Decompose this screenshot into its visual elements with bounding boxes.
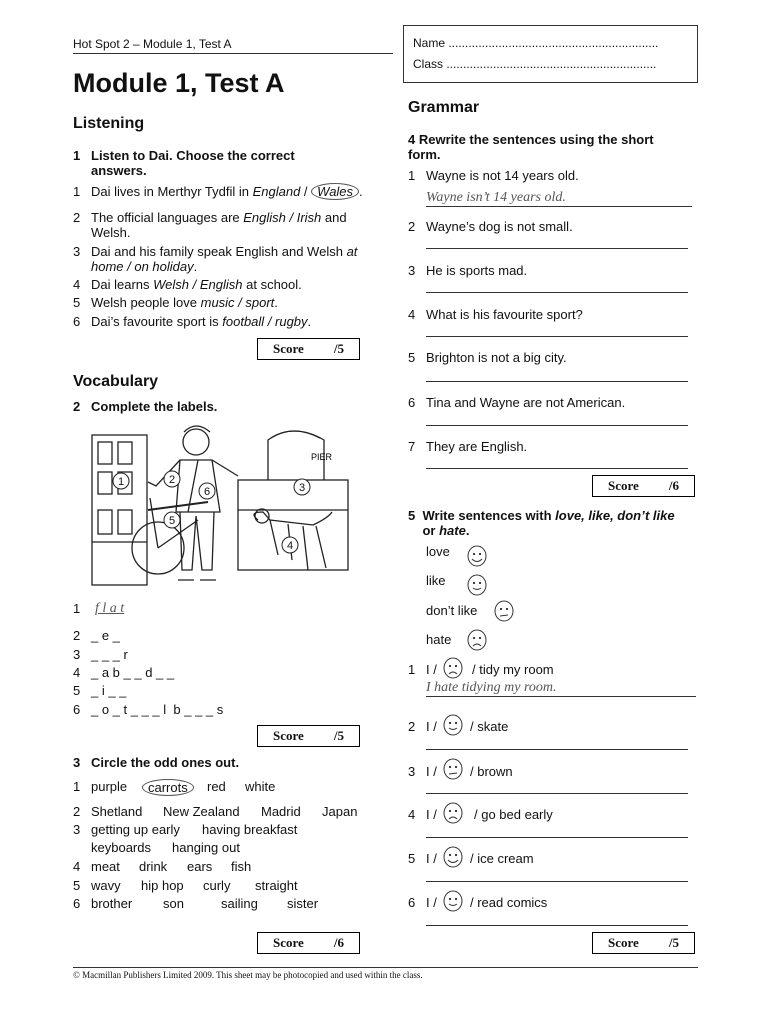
like-face-icon [442,713,464,737]
pic-label-2: 2 [169,474,176,486]
answer-line[interactable] [426,248,688,249]
q5-instruction: 5 Write sentences with love, like, don’t like or hate. [408,508,675,538]
answer-line[interactable] [426,793,688,794]
key-hate: hate [426,632,452,647]
listening-heading: Listening [73,115,145,132]
listening-item: 6 Dai’s favourite sport is football / rugby. [73,314,312,329]
answer-line[interactable] [426,925,688,926]
series-label: Hot Spot 2 – Module 1, Test A [73,37,232,51]
pier-sign: PIER [311,452,333,462]
answer-line[interactable] [426,206,692,207]
q2-instruction: Complete the labels. [91,399,218,414]
q1-number: 1 [73,148,81,163]
love-face-icon [442,845,464,869]
write-answer: I hate tidying my room. [426,680,557,695]
like-face-icon [466,573,488,597]
listening-item: 4 Dai learns Welsh / English at school. [73,277,302,292]
listening-item: 2 The official languages are English / Irish and Welsh. [73,210,347,240]
q3-instruction: Circle the odd ones out. [91,755,240,770]
score-box-listening: Score /5 [257,338,360,360]
answer-line[interactable] [426,468,688,469]
header-rule [73,53,393,54]
name-field[interactable]: Name ............................................................... [413,36,659,50]
boy-head-drawing [183,429,209,455]
hate-face-icon [442,656,464,680]
q2-number: 2 [73,399,81,414]
vocabulary-heading: Vocabulary [73,373,159,390]
answer-line[interactable] [426,696,696,697]
score-box-vocabulary: Score /5 [257,725,360,747]
answer-line[interactable] [426,881,688,882]
answer-line[interactable] [426,381,688,382]
circled-answer: Wales [311,183,359,200]
copyright-note: © Macmillan Publishers Limited 2009. This sheet may be photocopied and used within the class. [73,970,423,980]
q3-number: 3 [73,755,81,770]
answer-line[interactable] [426,292,688,293]
pic-label-3: 3 [299,482,306,494]
answer-line[interactable] [426,336,688,337]
key-love: love [426,544,450,559]
grammar-heading: Grammar [408,99,480,116]
listening-item: 5 Welsh people love music / sport. [73,295,278,310]
vocab-answer: f l a t [95,601,125,616]
score-box-odd-ones: Score /6 [257,932,360,954]
q4-instruction: 4 Rewrite the sentences using the short form. [408,132,654,162]
pic-label-4: 4 [287,540,294,552]
answer-line[interactable] [426,425,688,426]
hate-face-icon [442,801,464,825]
key-dont-like: don’t like [426,603,478,618]
footer-rule [73,967,698,968]
key-like: like [426,573,446,588]
class-field[interactable]: Class ............................................................... [413,57,657,71]
page-title: Module 1, Test A [73,68,285,98]
hate-face-icon [466,628,488,652]
answer-line[interactable] [426,837,688,838]
listening-item: 3 Dai and his family speak English and Welsh at home / on holiday. [73,244,358,274]
score-box-grammar: Score /6 [592,475,695,497]
like-face-icon [442,889,464,913]
dont-like-face-icon [493,599,515,623]
circled-answer: carrots [142,779,194,796]
answer-line[interactable] [426,749,688,750]
pic-label-6: 6 [204,486,211,498]
love-face-icon [466,544,488,568]
name-class-box [403,25,698,83]
street-scene-illustration [88,420,353,595]
q1-instruction: Listen to Dai. Choose the correct answers. [91,148,295,178]
pic-label-5: 5 [169,515,176,527]
dont-like-face-icon [442,757,464,781]
pic-label-1: 1 [118,476,125,488]
grammar-answer: Wayne isn’t 14 years old. [426,190,566,205]
score-box-write: Score /5 [592,932,695,954]
